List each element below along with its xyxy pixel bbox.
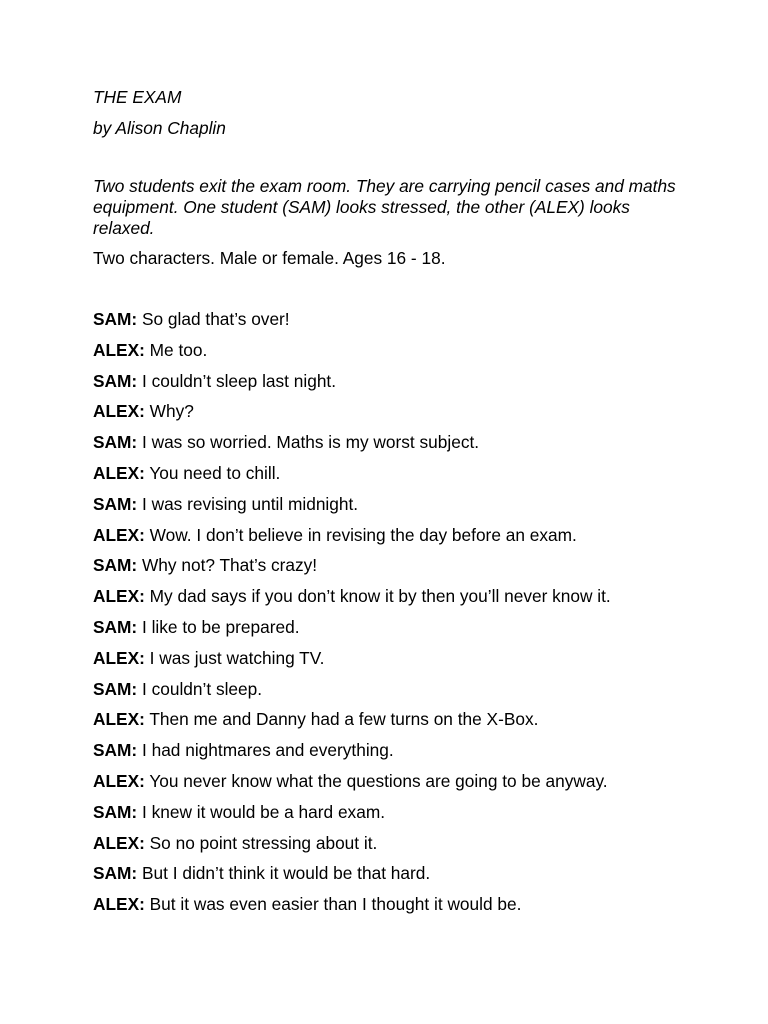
dialogue-line [93, 678, 693, 709]
line-text: But it was even easier than I thought it would be. [149, 894, 522, 915]
line-text: I couldn’t sleep last night. [141, 370, 337, 391]
line-text: I like to be prepared. [141, 616, 300, 637]
dialogue-line [93, 400, 693, 431]
play-author: by Alison Chaplin [93, 118, 226, 138]
cast-note: Two characters. Male or female. Ages 16 - 18. [93, 248, 446, 268]
speaker-name: ALEX: [93, 339, 145, 360]
stage-direction: Two students exit the exam room. They are carrying pencil cases and maths equipment. One student (SAM) looks stressed, the other (ALEX) looks relaxed. [93, 176, 676, 238]
dialogue-line [93, 616, 693, 647]
speaker-name: ALEX: [93, 894, 145, 915]
dialogue-line [93, 370, 693, 401]
dialogue-line [93, 647, 693, 678]
speaker-name: ALEX: [93, 770, 145, 791]
line-text: I had nightmares and everything. [141, 740, 394, 761]
script-page [93, 86, 693, 924]
speaker-name: SAM: [93, 863, 138, 884]
dialogue-line [93, 339, 693, 370]
speaker-name: SAM: [93, 432, 138, 453]
speaker-name: ALEX: [93, 401, 145, 422]
dialogue-line [93, 462, 693, 493]
speaker-name: SAM: [93, 801, 138, 822]
speaker-name: SAM: [93, 309, 138, 329]
speaker-name: SAM: [93, 493, 138, 514]
line-text: I couldn’t sleep. [141, 678, 263, 699]
speaker-name: SAM: [93, 678, 138, 699]
speaker-name: ALEX: [93, 832, 145, 853]
line-text: Then me and Danny had a few turns on the X-Box. [149, 709, 539, 730]
line-text: I knew it would be a hard exam. [141, 801, 386, 822]
dialogue-line [93, 524, 693, 555]
line-text: Why not? That’s crazy! [141, 555, 318, 576]
play-title: THE EXAM [93, 87, 182, 107]
line-text: I was just watching TV. [149, 647, 325, 668]
line-text: But I didn’t think it would be that hard. [141, 863, 431, 884]
speaker-name: SAM: [93, 740, 138, 761]
speaker-name: ALEX: [93, 462, 145, 483]
dialogue-line [93, 554, 693, 585]
line-text: My dad says if you don’t know it by then you’ll never know it. [149, 586, 611, 607]
line-text: So no point stressing about it. [149, 832, 378, 853]
dialogue-line [93, 862, 693, 893]
dialogue-line [93, 770, 693, 801]
speaker-name: ALEX: [93, 524, 145, 545]
dialogue-line [93, 893, 693, 924]
dialogue-line [93, 431, 693, 462]
speaker-name: SAM: [93, 616, 138, 637]
speaker-name: SAM: [93, 555, 138, 576]
line-text: I was revising until midnight. [141, 493, 359, 514]
dialogue-line [93, 493, 693, 524]
speaker-name: ALEX: [93, 647, 145, 668]
dialogue-line [93, 308, 693, 339]
line-text: I was so worried. Maths is my worst subject. [141, 432, 480, 453]
dialogue-list [93, 308, 693, 924]
line-text: Wow. I don’t believe in revising the day before an exam. [149, 524, 577, 545]
line-text: Why? [149, 401, 194, 422]
line-text: You need to chill. [149, 462, 281, 483]
speaker-name: ALEX: [93, 709, 145, 730]
line-text: Me too. [149, 339, 208, 360]
speaker-name: ALEX: [93, 586, 145, 607]
dialogue-line [93, 801, 693, 832]
line-text: So glad that’s over! [141, 309, 290, 329]
line-text: You never know what the questions are going to be anyway. [149, 770, 608, 791]
dialogue-line [93, 585, 693, 616]
dialogue-line [93, 739, 693, 770]
speaker-name: SAM: [93, 370, 138, 391]
dialogue-line [93, 832, 693, 863]
dialogue-line [93, 708, 693, 739]
